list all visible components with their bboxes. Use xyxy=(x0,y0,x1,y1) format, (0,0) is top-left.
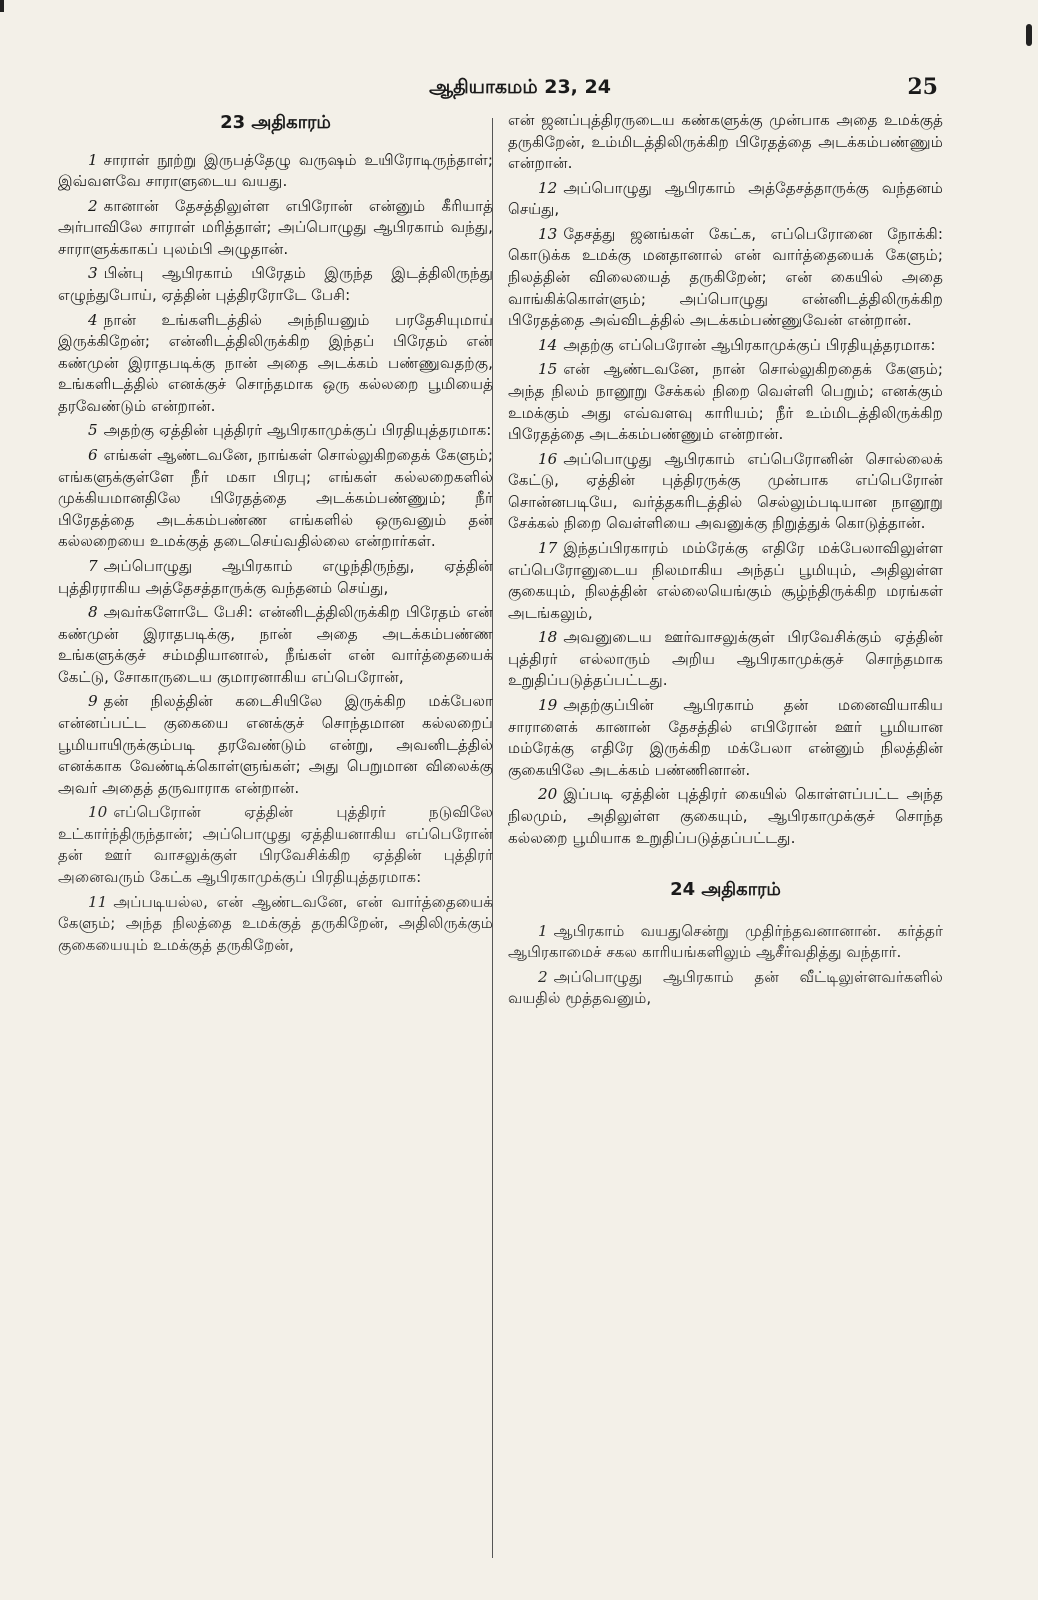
verse-text: அப்படியல்ல, என் ஆண்டவனே, என் வார்த்தையைக் கேளும்; அந்த நிலத்தை உமக்குத் தருகிறேன், அதிலிருக்கும் குகையையும் உமக்குத் தருகிறேன், xyxy=(58,892,493,954)
verse-number: 1 xyxy=(538,921,548,940)
verse-text: அதற்குப்பின் ஆபிரகாம் தன் மனைவியாகிய சாராளைக் கானான் தேசத்தில் எபிரோன் ஊர் பூமியான மம்ரேக்கு எதிரே இருக்கிற மக்பேலா என்னும் நிலத்தின் குகையிலே அடக்கம் பண்ணினான். xyxy=(508,696,943,779)
scan-edge-mark xyxy=(1026,24,1032,46)
verse-number: 18 xyxy=(538,628,558,647)
verse-23-12 xyxy=(508,178,943,221)
verse-23-7 xyxy=(58,556,493,599)
verse-23-6 xyxy=(58,445,493,553)
verse-text: அப்பொழுது ஆபிரகாம் அத்தேசத்தாருக்கு வந்தனம் செய்து, xyxy=(508,178,943,219)
verse-text: அதற்கு எப்பெரோன் ஆபிரகாமுக்குப் பிரதியுத்தரமாக: xyxy=(563,335,936,354)
verse-number: 4 xyxy=(88,310,98,329)
verse-text: அவனுடைய ஊர்வாசலுக்குள் பிரவேசிக்கும் ஏத்தின் புத்திரர் எல்லாரும் அறிய ஆபிரகாமுக்குச் சொந்தமாக உறுதிப்படுத்தப்பட்டது. xyxy=(508,628,943,690)
verse-24-1 xyxy=(508,921,943,964)
verse-text: அப்பொழுது ஆபிரகாம் தன் வீட்டிலுள்ளவர்களில் வயதில் மூத்தவனும், xyxy=(508,967,943,1008)
verse-number: 5 xyxy=(88,421,98,440)
verse-number: 10 xyxy=(88,803,108,822)
verse-23-2 xyxy=(58,196,493,261)
left-column xyxy=(58,110,493,959)
verse-number: 2 xyxy=(88,196,98,215)
verse-23-15 xyxy=(508,359,943,445)
verse-text: எங்கள் ஆண்டவனே, நாங்கள் சொல்லுகிறதைக் கேளும்; எங்களுக்குள்ளே நீர் மகா பிரபு; எங்கள் கல்லறைகளில் முக்கியமானதிலே பிரேதத்தை அடக்கம்பண்ணும்; நீர் பிரேதத்தை அடக்கம்பண்ண எங்களில் ஒருவனும் தன் கல்லறையை உமக்குத் தடைசெய்வதில்லை என்றார்கள். xyxy=(58,446,493,551)
verse-text: அவர்களோடே பேசி: என்னிடத்திலிருக்கிற பிரேதம் என் கண்முன் இராதபடிக்கு, நான் அதை அடக்கம்பண்ண உங்களுக்குச் சம்மதியானால், நீங்கள் என் வார்த்தையைக் கேட்டு, சோகாருடைய குமாரனாகிய எப்பெரோன், xyxy=(58,603,493,686)
verse-text: சாராள் நூற்று இருபத்தேழு வருஷம் உயிரோடிருந்தாள்; இவ்வளவே சாராளுடைய வயது. xyxy=(58,150,493,191)
verse-text: நான் உங்களிடத்தில் அந்நியனும் பரதேசியுமாய் இருக்கிறேன்; என்னிடத்திலிருக்கிற இந்தப் பிரேதம் என் கண்முன் இராதபடிக்கு நான் அதை அடக்கம் பண்ணுவதற்கு, உங்களிடத்தில் எனக்குச் சொந்தமாக ஒரு கல்லறை பூமியைத் தரவேண்டும் என்றான். xyxy=(58,310,493,415)
verse-text: தன் நிலத்தின் கடைசியிலே இருக்கிற மக்பேலா என்னப்பட்ட குகையை எனக்குச் சொந்தமான கல்லறைப் பூமியாயிருக்கும்படி தரவேண்டும் என்று, அவனிடத்தில் எனக்காக வேண்டிக்கொள்ளுங்கள்; அது பெறுமான விலைக்கு அவர் அதைத் தருவாராக என்றான். xyxy=(58,692,493,797)
verse-23-9 xyxy=(58,691,493,799)
verse-text: அப்பொழுது ஆபிரகாம் எழுந்திருந்து, ஏத்தின் புத்திரராகிய அத்தேசத்தாருக்கு வந்தனம் செய்து, xyxy=(58,556,493,597)
running-head: ஆதியாகமம் 23, 24 xyxy=(429,76,611,98)
verse-text: அதற்கு ஏத்தின் புத்திரர் ஆபிரகாமுக்குப் பிரதியுத்தரமாக: xyxy=(103,421,492,440)
verse-text: தேசத்து ஜனங்கள் கேட்க, எப்பெரோனை நோக்கி: கொடுக்க உமக்கு மனதானால் என் வார்த்தையைக் கேளும்; நிலத்தின் விலையைத் தருகிறேன்; என் கையில் அதை வாங்கிக்கொள்ளும்; அப்பொழுது என்னிடத்திலிருக்கிற பிரேதத்தை அவ்விடத்தில் அடக்கம்பண்ணுவேன் என்றான். xyxy=(508,224,943,330)
verse-number: 2 xyxy=(538,967,548,986)
verse-23-11-continuation: என் ஜனப்புத்திரருடைய கண்களுக்கு முன்பாக அதை உமக்குத் தருகிறேன், உம்மிடத்திலிருக்கிற பிரேதத்தை அடக்கம்பண்ணும் என்றான். xyxy=(508,111,943,173)
verse-number: 20 xyxy=(538,785,558,804)
verse-number: 12 xyxy=(538,178,558,197)
verse-number: 15 xyxy=(538,360,558,379)
verse-text: அப்பொழுது ஆபிரகாம் எப்பெரோனின் சொல்லைக் கேட்டு, ஏத்தின் புத்திரருக்கு முன்பாக எப்பெரோன் சொன்னபடியே, வர்த்தகரிடத்தில் செல்லும்படியான நானூறு சேக்கல் நிறை வெள்ளியை அவனுக்கு நிறுத்துக் கொடுத்தான். xyxy=(508,449,943,533)
verse-23-13 xyxy=(508,224,943,332)
verse-text: கானான் தேசத்திலுள்ள எபிரோன் என்னும் கீரியாத் அர்பாவிலே சாராள் மரித்தாள்; அப்பொழுது ஆபிரகாம் வந்து, சாராளுக்காகப் புலம்பி அழுதான். xyxy=(58,196,493,258)
verse-23-10 xyxy=(58,802,493,888)
right-column xyxy=(508,110,943,1013)
verse-23-20 xyxy=(508,784,943,849)
chapter-title-23: 23 அதிகாரம் xyxy=(220,112,331,133)
verse-number: 6 xyxy=(88,446,98,465)
verse-text: பின்பு ஆபிரகாம் பிரேதம் இருந்த இடத்திலிருந்து எழுந்துபோய், ஏத்தின் புத்திரரோடே பேசி: xyxy=(58,264,493,305)
verse-number: 17 xyxy=(538,538,558,557)
verse-text: ஆபிரகாம் வயதுசென்று முதிர்ந்தவனானான். கர்த்தர் ஆபிரகாமைச் சகல காரியங்களிலும் ஆசீர்வதித்து வந்தார். xyxy=(508,921,943,962)
verse-text: இப்படி ஏத்தின் புத்திரர் கையில் கொள்ளப்பட்ட அந்த நிலமும், அதிலுள்ள குகையும், ஆபிரகாமுக்குச் சொந்த கல்லறை பூமியாக உறுதிப்படுத்தப்பட்டது. xyxy=(508,785,943,847)
verse-24-2 xyxy=(508,967,943,1010)
verse-23-19 xyxy=(508,695,943,781)
verse-number: 14 xyxy=(538,335,558,354)
verse-number: 13 xyxy=(538,224,558,243)
verse-23-8 xyxy=(58,602,493,688)
verse-23-17 xyxy=(508,538,943,624)
verse-23-14 xyxy=(508,335,943,357)
verse-number: 11 xyxy=(88,892,108,911)
page-header xyxy=(0,76,1038,106)
verse-23-11 xyxy=(58,892,493,957)
verse-23-18 xyxy=(508,627,943,692)
verse-number: 19 xyxy=(538,696,558,715)
verse-number: 8 xyxy=(88,603,98,622)
verse-number: 7 xyxy=(88,556,98,575)
verse-number: 16 xyxy=(538,449,558,468)
scan-corner-mark xyxy=(0,0,4,12)
chapter-title-24: 24 அதிகாரம் xyxy=(670,879,781,901)
page-number: 25 xyxy=(907,74,938,100)
verse-23-16 xyxy=(508,449,943,535)
verse-text: இந்தப்பிரகாரம் மம்ரேக்கு எதிரே மக்பேலாவிலுள்ள எப்பெரோனுடைய நிலமாகிய அந்தப் பூமியும், அதிலுள்ள குகையும், நிலத்தின் எல்லையெங்கும் சூழ்ந்திருக்கிற மரங்கள் அடங்கலும், xyxy=(508,538,943,622)
verse-23-1 xyxy=(58,150,493,193)
verse-23-5 xyxy=(58,420,493,442)
verse-number: 9 xyxy=(88,692,98,711)
verse-number: 3 xyxy=(88,264,98,283)
verse-23-4 xyxy=(58,310,493,418)
verse-23-3 xyxy=(58,263,493,306)
verse-text: எப்பெரோன் ஏத்தின் புத்திரர் நடுவிலே உட்கார்ந்திருந்தான்; அப்பொழுது ஏத்தியனாகிய எப்பெரோன் தன் ஊர் வாசலுக்குள் பிரவேசிக்கிற ஏத்தின் புத்திரர் அனைவரும் கேட்க ஆபிரகாமுக்குப் பிரதியுத்தரமாக: xyxy=(58,803,493,887)
verse-number: 1 xyxy=(88,150,98,169)
verse-text: என் ஆண்டவனே, நான் சொல்லுகிறதைக் கேளும்; அந்த நிலம் நானூறு சேக்கல் நிறை வெள்ளி பெறும்; எனக்கும் உமக்கும் அது எவ்வளவு காரியம்; நீர் உம்மிடத்திலிருக்கிற பிரேதத்தை அடக்கம்பண்ணும் என்றான். xyxy=(508,360,943,444)
